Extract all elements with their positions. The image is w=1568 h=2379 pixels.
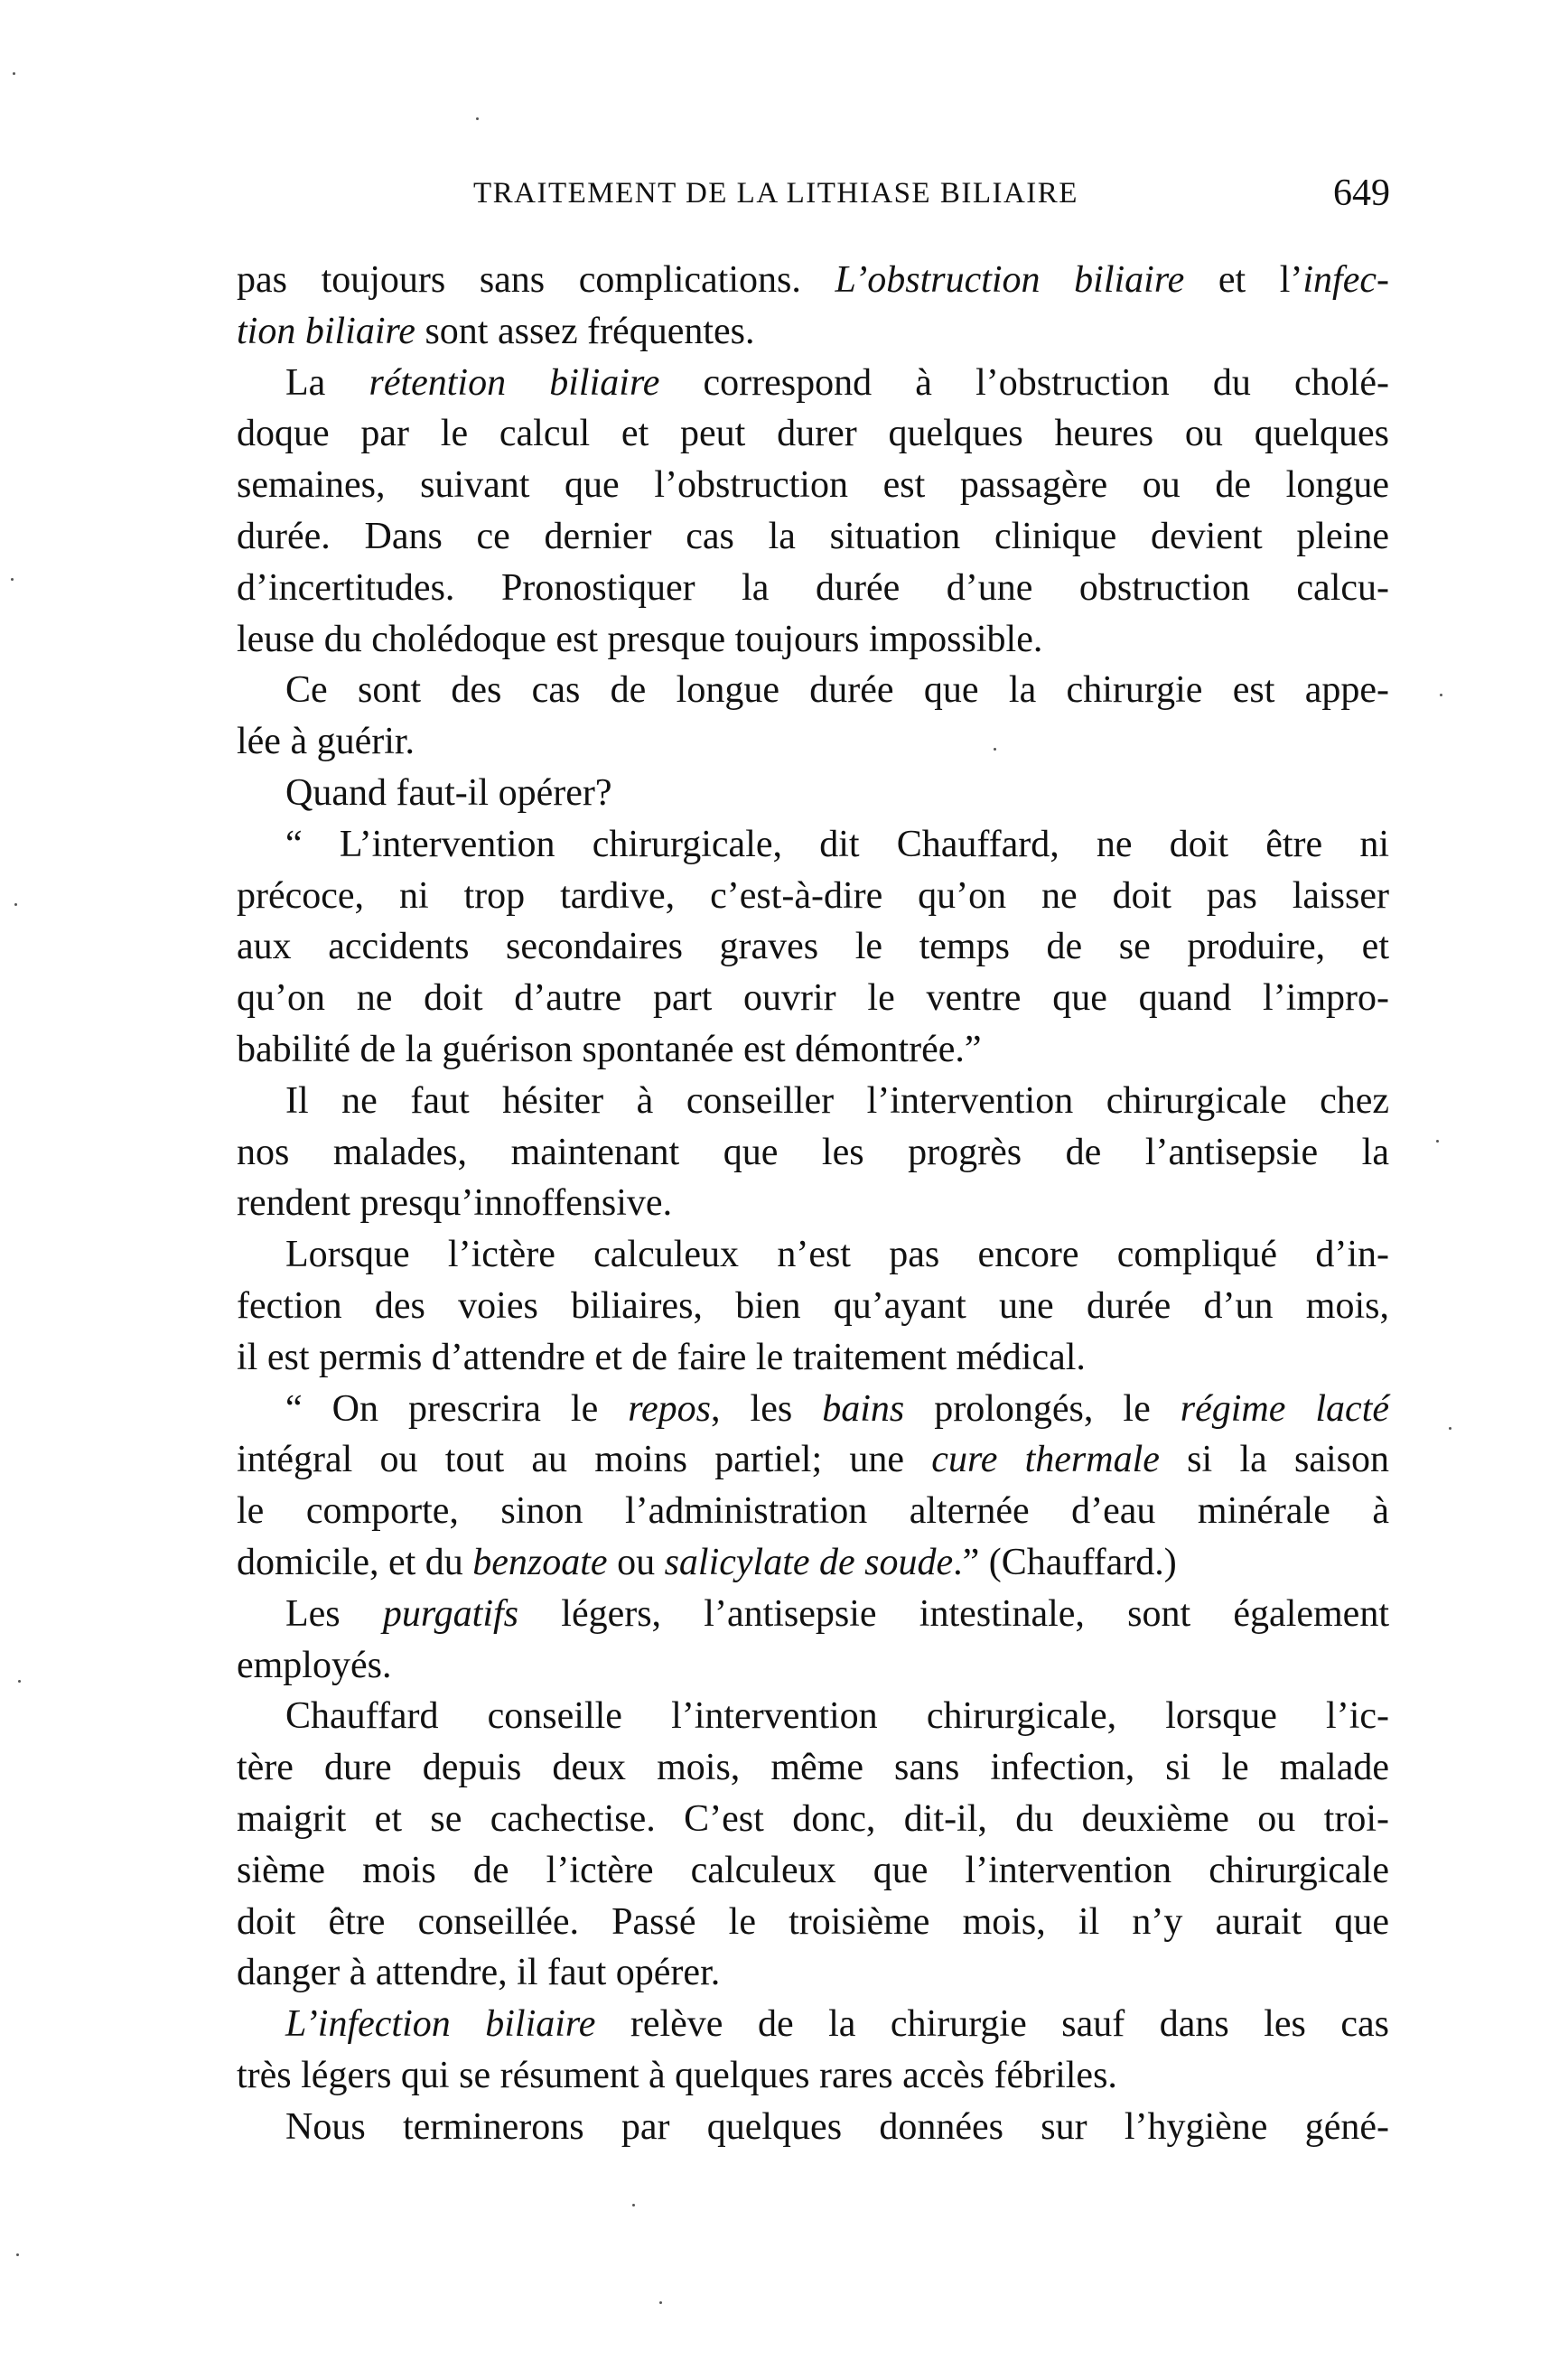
- text-run: Il ne faut hésiter à conseiller l’intervention chirurgicale chez: [285, 1079, 1389, 1122]
- text-line: [237, 1845, 1389, 1897]
- text-line: [237, 768, 1389, 819]
- italic-phrase: purgatifs: [382, 1592, 519, 1635]
- italic-phrase: salicylate de soude: [664, 1541, 954, 1583]
- italic-phrase: benzoate: [472, 1541, 608, 1583]
- text-line: [237, 1281, 1389, 1332]
- text-run: rendent presqu’innoffensive.: [237, 1182, 673, 1225]
- text-line: [237, 1640, 1389, 1692]
- text-line: [237, 1947, 1389, 1999]
- text-line: [237, 563, 1389, 614]
- text-run: très légers qui se résument à quelques rares accès fébriles.: [237, 2054, 1117, 2096]
- text-run: domicile, et du: [237, 1541, 473, 1583]
- text-run: aux accidents secondaires graves le temps de se produire, et: [237, 926, 1389, 968]
- text-line: [237, 460, 1389, 511]
- text-line: [237, 1332, 1389, 1384]
- text-run: et l’: [1184, 259, 1303, 301]
- text-run: Ce sont des cas de longue durée que la chirurgie est appe-: [285, 669, 1389, 712]
- text-run: sième mois de l’ictère calculeux que l’intervention chirurgicale: [237, 1849, 1389, 1891]
- text-run: semaines, suivant que l’obstruction est passagère ou de longue: [237, 464, 1389, 507]
- running-title: TRAITEMENT DE LA LITHIASE BILIAIRE: [473, 177, 1078, 210]
- text-run: relève de la chirurgie sauf dans les cas: [595, 2003, 1389, 2046]
- text-run: nos malades, maintenant que les progrès de l’antisepsie la: [237, 1131, 1389, 1173]
- text-run: Nous terminerons par quelques données sur l’hygiène géné-: [285, 2105, 1389, 2148]
- text-line: [237, 1537, 1389, 1589]
- italic-phrase: rétention biliaire: [369, 361, 660, 404]
- italic-phrase: cure thermale: [931, 1439, 1160, 1481]
- text-line: [237, 1076, 1389, 1127]
- text-line: [237, 614, 1389, 666]
- text-line: [237, 716, 1389, 768]
- text-line: [237, 1229, 1389, 1281]
- text-run: Les: [285, 1592, 383, 1635]
- text-run: doit être conseillée. Passé le troisième mois, il n’y aurait que: [237, 1900, 1389, 1943]
- text-run: La: [285, 361, 369, 404]
- text-run: maigrit et se cachectise. C’est donc, dit-il, du deuxième ou troi-: [237, 1797, 1389, 1840]
- text-line: [237, 1024, 1389, 1076]
- text-line: [237, 1434, 1389, 1486]
- text-run: il est permis d’attendre et de faire le traitement médical.: [237, 1336, 1086, 1378]
- text-run: lée à guérir.: [237, 721, 415, 763]
- text-line: [237, 819, 1389, 871]
- text-line: [237, 1589, 1389, 1640]
- text-run: légers, l’antisepsie intestinale, sont également: [518, 1592, 1389, 1635]
- text-run: correspond à l’obstruction du cholé-: [659, 361, 1389, 404]
- text-line: [237, 2050, 1389, 2102]
- text-run: sont assez fréquentes.: [415, 310, 755, 352]
- text-line: [237, 1486, 1389, 1537]
- text-line: [237, 1897, 1389, 1948]
- text-run: pas toujours sans complications.: [237, 259, 835, 301]
- text-line: [237, 921, 1389, 973]
- text-line: [237, 1127, 1389, 1179]
- text-line: [237, 408, 1389, 460]
- text-line: [237, 1742, 1389, 1794]
- text-run: précoce, ni trop tardive, c’est-à-dire qu’on ne doit pas laisser: [237, 874, 1389, 917]
- page-number: 649: [1333, 173, 1390, 214]
- text-line: [237, 255, 1389, 306]
- text-run: intégral ou tout au moins partiel; une: [237, 1439, 932, 1481]
- text-run: Lorsque l’ictère calculeux n’est pas encore compliqué d’in-: [285, 1234, 1389, 1276]
- text-run: si la saison: [1159, 1439, 1390, 1481]
- italic-phrase: régime lacté: [1180, 1387, 1389, 1430]
- italic-phrase: bains: [822, 1387, 905, 1430]
- text-run: tère dure depuis deux mois, même sans infection, si le malade: [237, 1747, 1389, 1789]
- text-line: [237, 1999, 1389, 2050]
- text-line: [237, 665, 1389, 716]
- text-run: employés.: [237, 1644, 392, 1686]
- text-line: [237, 511, 1389, 563]
- text-line: [237, 358, 1389, 409]
- text-line: [237, 973, 1389, 1024]
- text-line: [237, 1691, 1389, 1742]
- text-line: [237, 306, 1389, 358]
- text-run: qu’on ne doit d’autre part ouvrir le ventre que quand l’impro-: [237, 977, 1389, 1020]
- text-run: .” (Chauffard.): [953, 1541, 1177, 1583]
- text-line: [237, 1178, 1389, 1229]
- text-run: danger à attendre, il faut opérer.: [237, 1952, 721, 1994]
- text-line: [237, 1384, 1389, 1435]
- text-run: , les: [711, 1387, 823, 1430]
- text-run: Chauffard conseille l’intervention chirurgicale, lorsque l’ic-: [285, 1695, 1389, 1738]
- text-run: doque par le calcul et peut durer quelques heures ou quelques: [237, 413, 1389, 455]
- text-run: d’incertitudes. Pronostiquer la durée d’une obstruction calcu-: [237, 566, 1389, 609]
- text-run: Quand faut-il opérer?: [285, 771, 612, 814]
- italic-phrase: repos: [628, 1387, 712, 1430]
- text-run: “ On prescrira le: [285, 1387, 629, 1430]
- text-line: [237, 1794, 1389, 1845]
- italic-phrase: L’obstruction biliaire: [835, 259, 1185, 301]
- italic-phrase: L’infection biliaire: [285, 2003, 596, 2046]
- italic-phrase: infec-: [1302, 259, 1389, 301]
- text-run: ou: [607, 1541, 665, 1583]
- italic-phrase: tion biliaire: [237, 310, 415, 352]
- text-run: leuse du cholédoque est presque toujours impossible.: [237, 618, 1043, 660]
- text-run: babilité de la guérison spontanée est démontrée.”: [237, 1028, 982, 1070]
- text-run: fection des voies biliaires, bien qu’ayant une durée d’un mois,: [237, 1284, 1389, 1327]
- text-run: “ L’intervention chirurgicale, dit Chauffard, ne doit être ni: [285, 823, 1389, 865]
- text-line: [237, 871, 1389, 922]
- body-text: [237, 255, 1389, 2152]
- text-run: le comporte, sinon l’administration alternée d’eau minérale à: [237, 1490, 1389, 1533]
- text-run: prolongés, le: [904, 1387, 1181, 1430]
- text-line: [237, 2102, 1389, 2153]
- text-run: durée. Dans ce dernier cas la situation clinique devient pleine: [237, 515, 1389, 557]
